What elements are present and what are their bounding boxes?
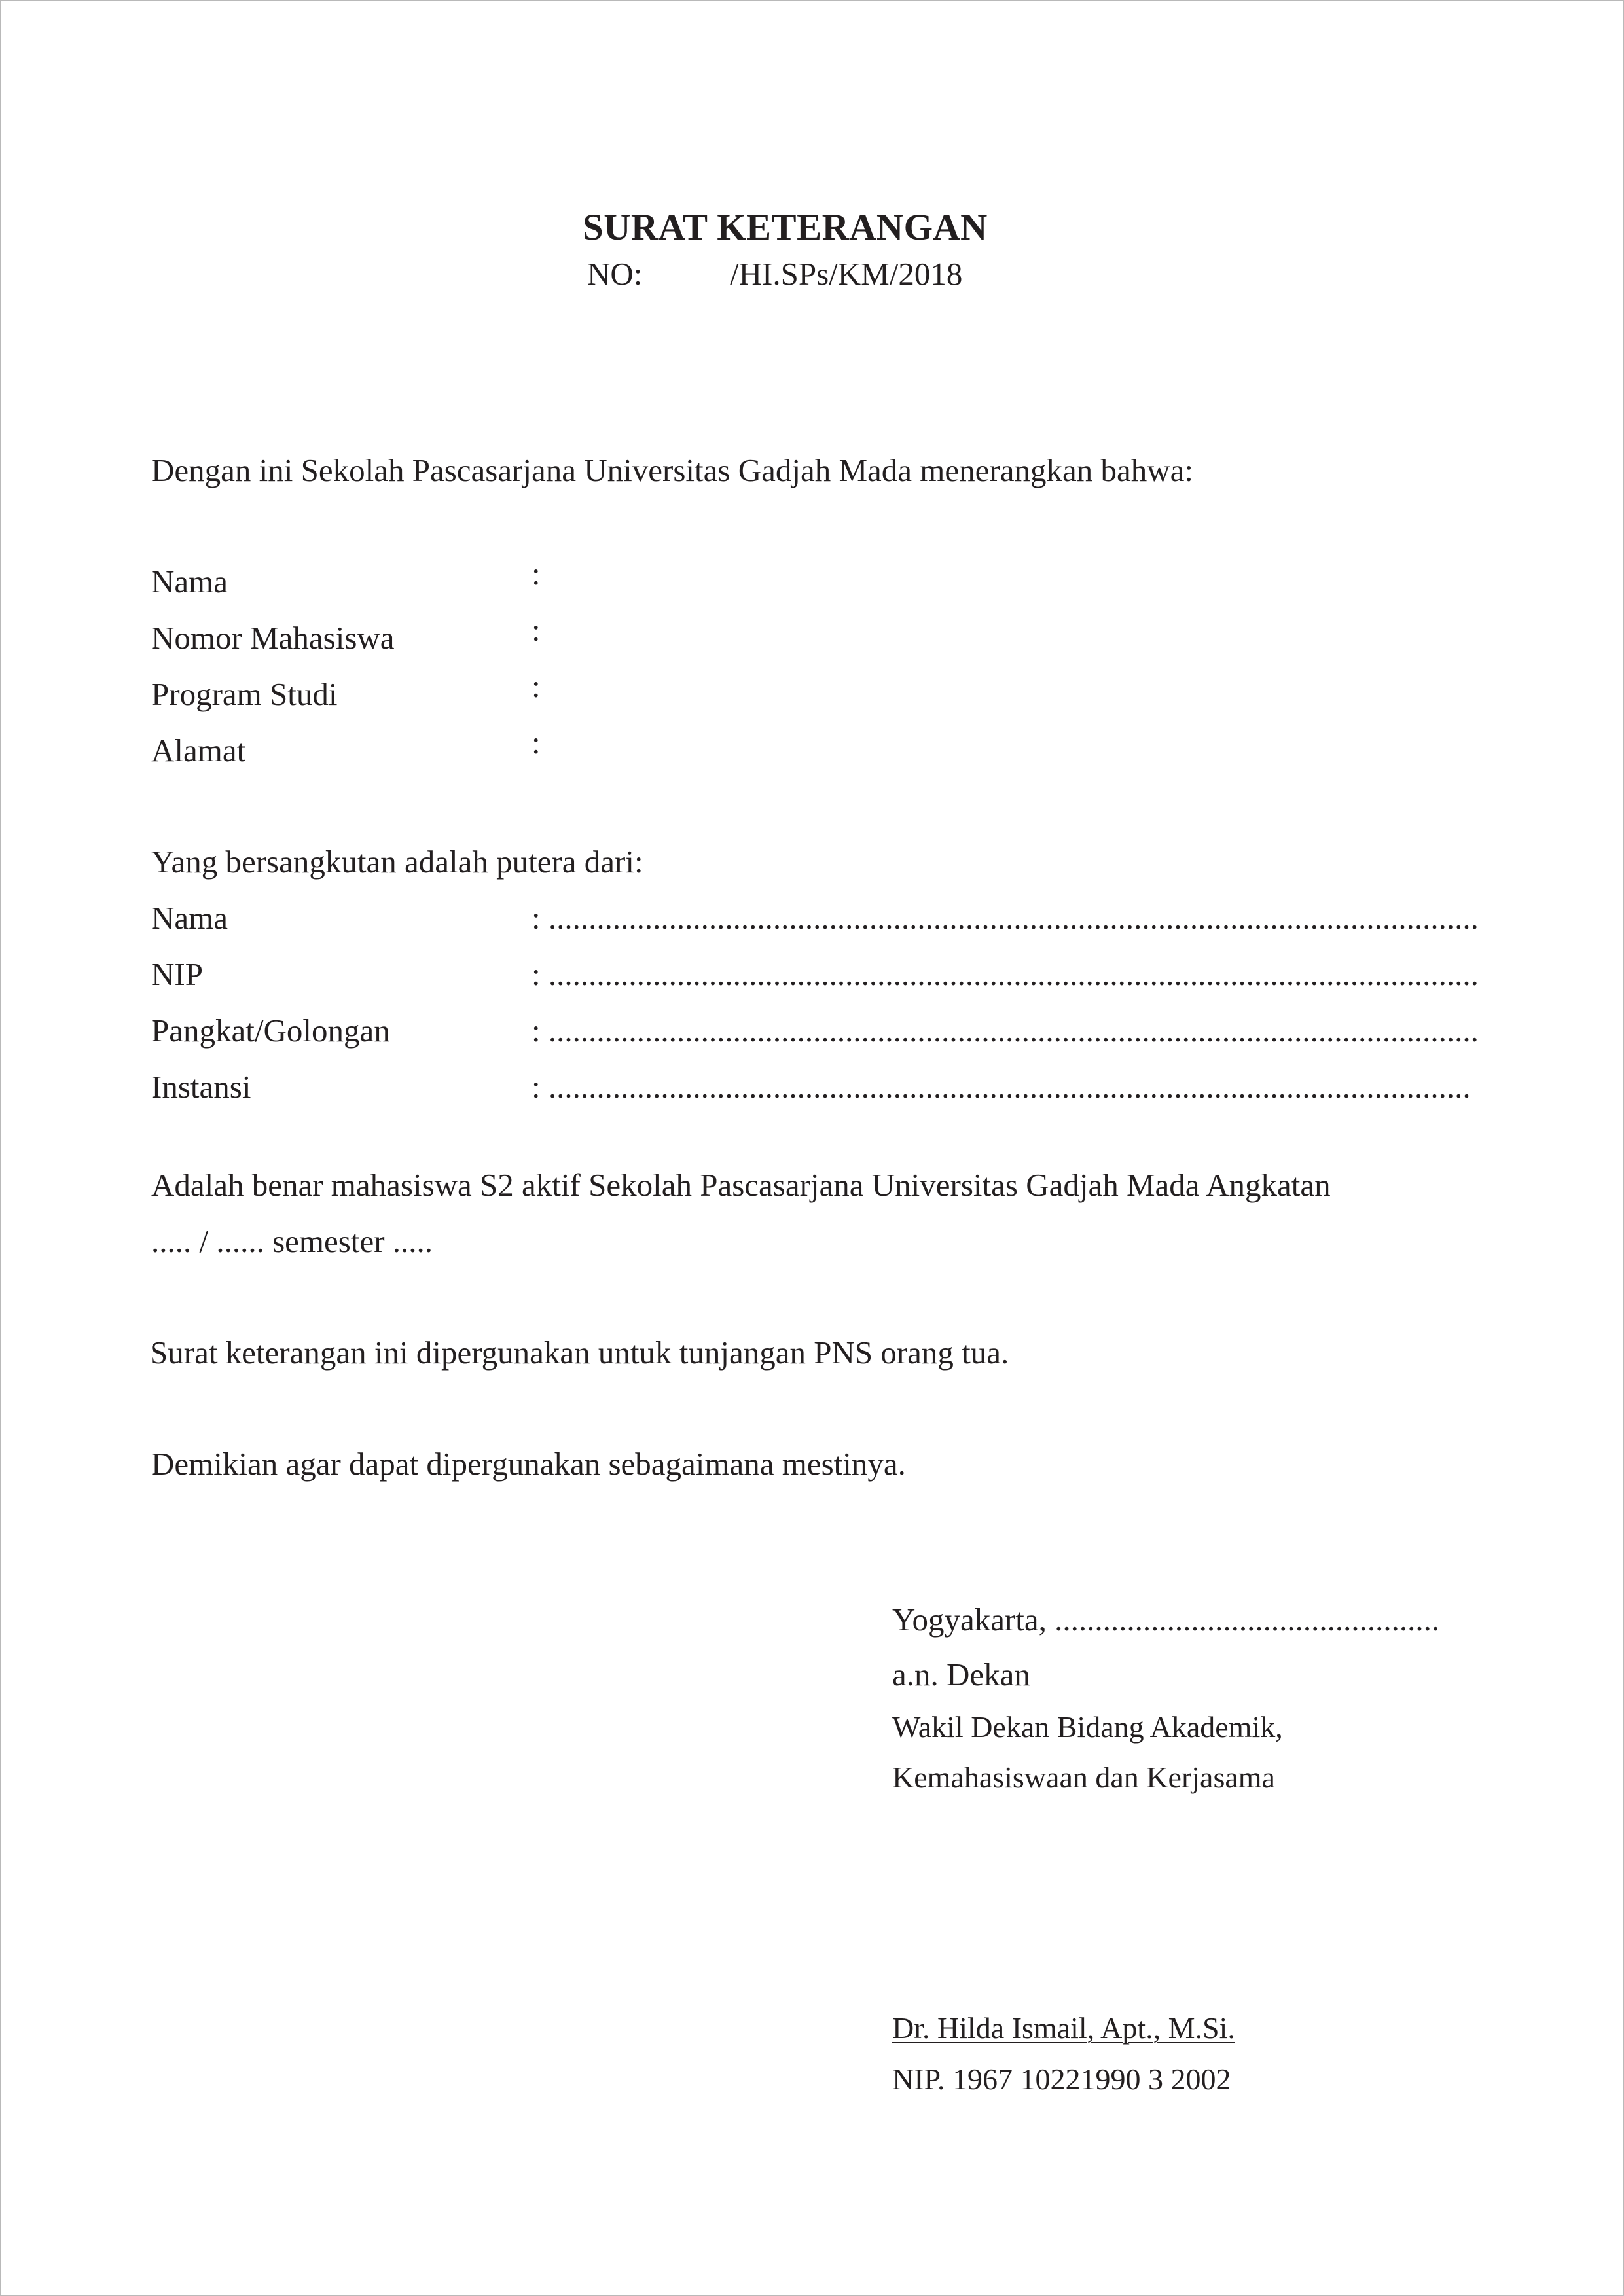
closing-paragraph: Demikian agar dapat dipergunakan sebagaimana mestinya. — [151, 1446, 906, 1482]
intro-paragraph: Dengan ini Sekolah Pascasarjana Universitas Gadjah Mada menerangkan bahwa: — [151, 452, 1193, 488]
student-colon-nomor-mahasiswa: : — [532, 612, 541, 648]
purpose-paragraph: Surat keterangan ini dipergunakan untuk tunjangan PNS orang tua. — [150, 1335, 1009, 1371]
signature-position-line-1: Wakil Dekan Bidang Akademik, — [892, 1710, 1283, 1744]
parent-label-pangkat-golongan: Pangkat/Golongan — [151, 1013, 390, 1049]
parent-intro: Yang bersangkutan adalah putera dari: — [151, 844, 643, 880]
parent-value-instansi: : ................................................................................................................... — [532, 1071, 1471, 1103]
statement-line-2: ..... / ...... semester ..... — [151, 1223, 433, 1259]
student-label-program-studi: Program Studi — [151, 676, 338, 712]
letter-number-suffix: /HI.SPs/KM/2018 — [730, 256, 963, 292]
parent-value-pangkat-golongan: : .................................................................................................................... — [532, 1014, 1479, 1047]
parent-label-instansi: Instansi — [151, 1069, 251, 1105]
student-colon-nama: : — [532, 556, 541, 592]
parent-value-nama: : .................................................................................................................... — [532, 902, 1479, 934]
student-label-alamat: Alamat — [151, 732, 246, 768]
document-title: SURAT KETERANGAN — [583, 207, 988, 248]
parent-label-nip: NIP — [151, 956, 203, 992]
signature-place-date: Yogyakarta, ................................................ — [892, 1602, 1440, 1638]
student-colon-program-studi: : — [532, 668, 541, 704]
letter-number-prefix: NO: — [587, 256, 643, 292]
parent-label-nama: Nama — [151, 900, 228, 936]
student-label-nomor-mahasiswa: Nomor Mahasiswa — [151, 620, 395, 656]
statement-line-1: Adalah benar mahasiswa S2 aktif Sekolah Pascasarjana Universitas Gadjah Mada Angkatan — [151, 1167, 1331, 1203]
student-colon-alamat: : — [532, 725, 541, 761]
student-label-nama: Nama — [151, 564, 228, 600]
signature-position-line-2: Kemahasiswaan dan Kerjasama — [892, 1761, 1275, 1794]
signatory-name: Dr. Hilda Ismail, Apt., M.Si. — [892, 2011, 1235, 2045]
signature-on-behalf: a.n. Dekan — [892, 1657, 1030, 1693]
signatory-nip: NIP. 1967 10221990 3 2002 — [892, 2062, 1231, 2096]
parent-value-nip: : .................................................................................................................... — [532, 958, 1479, 990]
